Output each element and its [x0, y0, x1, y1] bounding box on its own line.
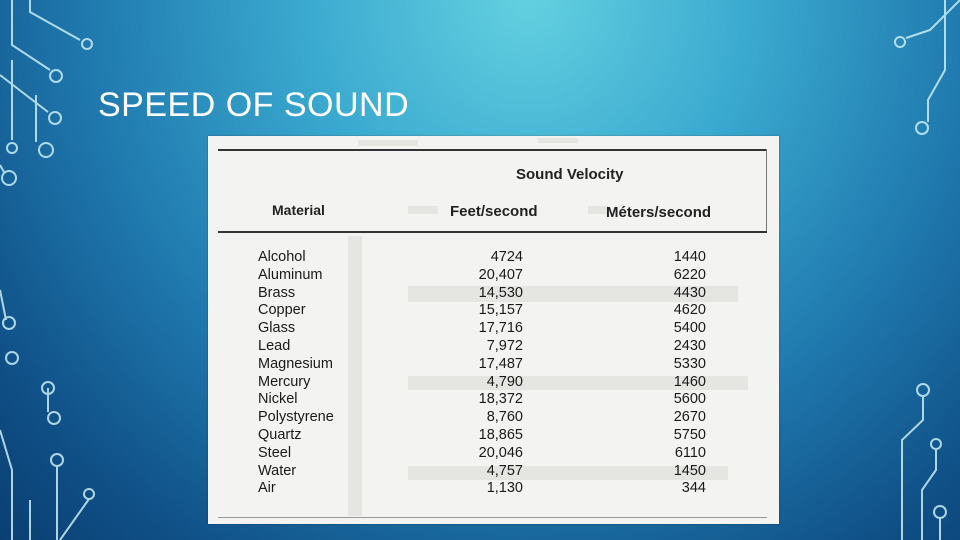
material-cell: Nickel — [258, 391, 298, 408]
feet-per-second-cell: 18,372 — [478, 391, 523, 408]
meters-per-second-cell: 5750 — [673, 427, 706, 443]
table-row — [208, 249, 779, 267]
column-header-feet: Feet/second — [450, 203, 538, 220]
meters-per-second-cell: 2670 — [673, 409, 706, 426]
material-cell: Aluminum — [258, 266, 323, 283]
feet-per-second-cell: 20,046 — [478, 444, 523, 461]
feet-per-second-cell: 17,716 — [478, 320, 523, 337]
table-row — [208, 374, 779, 392]
table-row — [208, 285, 779, 303]
table-row — [208, 391, 779, 409]
feet-per-second-cell: 17,487 — [478, 355, 523, 372]
material-cell: Alcohol — [258, 249, 306, 265]
material-cell: Lead — [258, 338, 291, 354]
meters-per-second-cell: 1440 — [673, 249, 706, 265]
meters-per-second-cell: 344 — [681, 480, 706, 497]
table-row — [208, 320, 779, 338]
column-header-material: Material — [272, 202, 325, 218]
material-cell: Steel — [258, 444, 292, 461]
material-cell: Mercury — [258, 373, 311, 390]
table-row — [208, 338, 779, 356]
feet-per-second-cell: 1,130 — [486, 480, 523, 497]
meters-per-second-cell: 1450 — [673, 462, 706, 479]
feet-per-second-cell: 4,757 — [486, 462, 523, 479]
meters-per-second-cell: 5400 — [673, 320, 706, 337]
material-cell: Glass — [258, 320, 296, 337]
table-row — [208, 463, 779, 481]
table-header-rule — [218, 231, 767, 233]
meters-per-second-cell: 5330 — [673, 355, 706, 372]
material-cell: Copper — [258, 302, 306, 319]
table-row — [208, 427, 779, 445]
table-bottom-rule — [218, 517, 767, 518]
material-cell: Polystyrene — [258, 409, 334, 426]
meters-per-second-cell: 5600 — [673, 391, 706, 408]
feet-per-second-cell: 15,157 — [478, 302, 523, 319]
material-cell: Quartz — [258, 427, 302, 443]
meters-per-second-cell: 1460 — [673, 373, 706, 390]
feet-per-second-cell: 20,407 — [478, 266, 523, 283]
table-row — [208, 445, 779, 463]
meters-per-second-cell: 2430 — [673, 338, 706, 354]
material-cell: Water — [258, 462, 297, 479]
table-row — [208, 302, 779, 320]
column-header-meters: Méters/second — [606, 204, 712, 221]
table-row — [208, 267, 779, 285]
feet-per-second-cell: 14,530 — [478, 284, 523, 301]
table-row — [208, 356, 779, 374]
table-row — [208, 409, 779, 427]
table-row — [208, 480, 779, 498]
meters-per-second-cell: 6110 — [674, 444, 706, 461]
feet-per-second-cell: 4,790 — [486, 373, 523, 390]
feet-per-second-cell: 18,865 — [478, 427, 523, 443]
material-cell: Brass — [258, 284, 296, 301]
table-side-rule — [766, 149, 767, 231]
material-cell: Magnesium — [258, 355, 333, 372]
feet-per-second-cell: 4724 — [490, 249, 523, 265]
meters-per-second-cell: 4620 — [673, 302, 706, 319]
meters-per-second-cell: 6220 — [673, 266, 706, 283]
table-top-rule — [218, 149, 767, 151]
material-cell: Air — [258, 480, 276, 497]
meters-per-second-cell: 4430 — [673, 284, 706, 301]
group-header: Sound Velocity — [516, 166, 624, 183]
scanned-table-image — [208, 136, 779, 524]
slide-title: SPEED OF SOUND — [98, 86, 410, 124]
feet-per-second-cell: 7,972 — [486, 338, 523, 354]
feet-per-second-cell: 8,760 — [486, 409, 523, 426]
